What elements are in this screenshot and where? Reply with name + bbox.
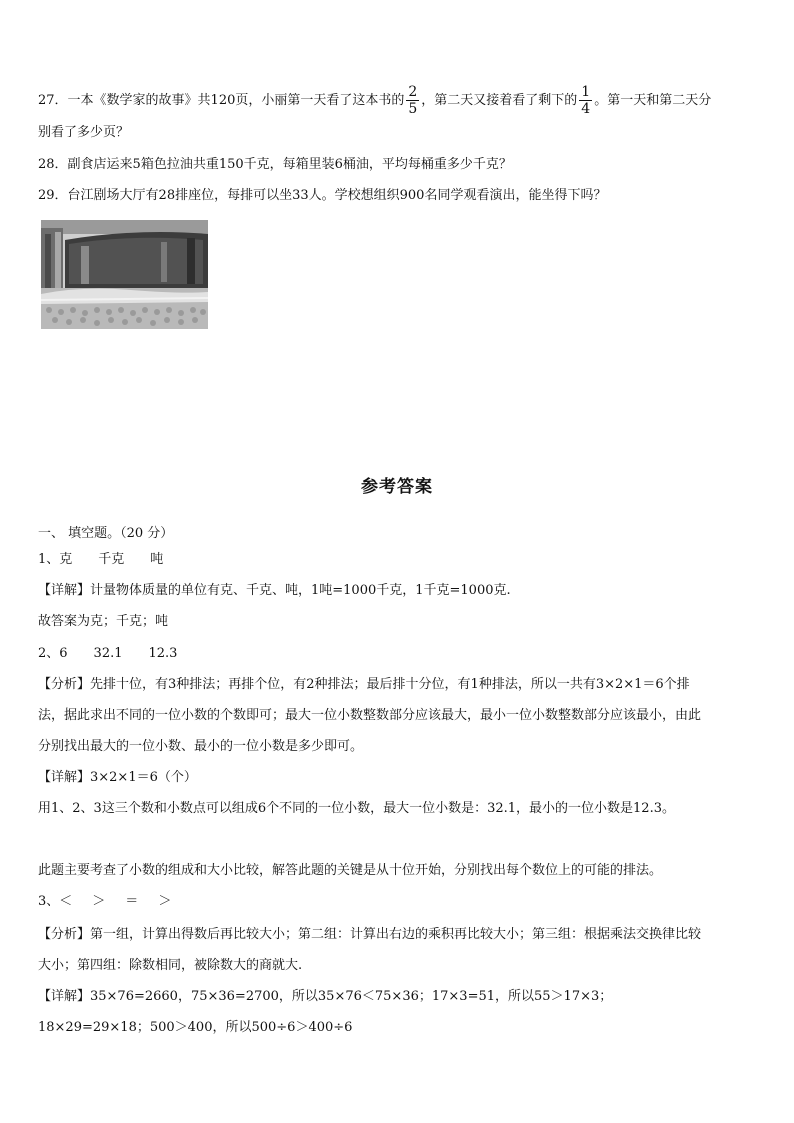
answer-1-value-3: 吨: [150, 552, 164, 567]
answer-2-value-3: 12.3: [148, 646, 178, 661]
theater-photo-graphic: [41, 220, 208, 329]
question-28: 28．副食店运来5箱色拉油共重150千克，每箱里装6桶油，平均每桶重多少千克？: [38, 157, 512, 172]
fraction-one-quarter: [579, 84, 592, 117]
fraction-numerator: 1: [581, 84, 591, 100]
answer-1-conclusion: 故答案为克；千克；吨: [38, 614, 169, 629]
answer-3-detail-1: 【详解】35×76=2660，75×36=2700，所以35×76＜75×36；17×3=51，所以55＞17×3；: [38, 989, 613, 1004]
fraction-two-fifths: [406, 84, 419, 117]
question-27-line2: 别看了多少页？: [38, 125, 130, 140]
theater-photo: [41, 220, 208, 329]
answer-1: [38, 551, 163, 569]
fraction-numerator: 2: [408, 84, 418, 100]
answer-3-value-4: ＞: [158, 894, 172, 909]
answer-3-detail-2: 18×29=29×18；500＞400，所以500÷6＞400÷6: [38, 1020, 353, 1035]
answer-1-value-1: 1、克: [38, 552, 73, 567]
question-29: 29．台江剧场大厅有28排座位，每排可以坐33人。学校想组织900名同学观看演出，能坐得下吗？: [38, 188, 607, 203]
answer-1-detail: 【详解】计量物体质量的单位有克、千克、吨，1吨=1000千克，1千克=1000克.: [38, 583, 511, 598]
answer-1-value-2: 千克: [98, 552, 125, 567]
fraction-denominator: 5: [408, 101, 418, 117]
answer-2-summary: 此题主要考查了小数的组成和大小比较，解答此题的关键是从十位开始，分别找出每个数位上的可能的排法。: [38, 863, 663, 878]
answer-2-detail-2: 用1、2、3这三个数和小数点可以组成6个不同的一位小数，最大一位小数是：32.1，最小的一位小数是12.3。: [38, 801, 675, 816]
question-27-text-c: 。第一天和第二天分: [594, 93, 712, 108]
answer-2: [38, 645, 177, 663]
answer-3-analysis-1: 【分析】第一组，计算出得数后再比较大小；第二组：计算出右边的乘积再比较大小；第三组：根据乘法交换律比较: [38, 927, 702, 942]
answer-3-value-2: ＞: [92, 894, 106, 909]
question-27-text-a: 27．一本《数学家的故事》共120页，小丽第一天看了这本书的: [38, 93, 405, 108]
question-27-text-b: ，第二天又接着看了剩下的: [421, 93, 578, 108]
question-27-line1: [38, 84, 711, 117]
answer-2-value-1: 2、6: [38, 646, 68, 661]
answer-2-value-2: 32.1: [93, 646, 123, 661]
answer-3-value-1: 3、＜: [38, 894, 73, 909]
answer-2-detail: 【详解】3×2×1＝6（个）: [38, 770, 197, 785]
answer-3: [38, 893, 171, 911]
fraction-denominator: 4: [581, 101, 591, 117]
answer-key-title: 参考答案: [361, 477, 433, 497]
section-1-heading: 一、 填空题。（20 分）: [38, 526, 174, 541]
answer-2-analysis-2: 法，据此求出不同的一位小数的个数即可；最大一位小数整数部分应该最大，最小一位小数整数部分应该最小，由此: [38, 708, 702, 723]
answer-3-analysis-2: 大小；第四组：除数相同，被除数大的商就大.: [38, 958, 303, 973]
answer-2-analysis-3: 分别找出最大的一位小数、最小的一位小数是多少即可。: [38, 739, 364, 754]
answer-2-analysis-1: 【分析】先排十位，有3种排法；再排个位，有2种排法；最后排十分位，有1种排法，所以一共有3×2×1＝6个排: [38, 677, 690, 692]
answer-3-value-3: ＝: [125, 894, 139, 909]
